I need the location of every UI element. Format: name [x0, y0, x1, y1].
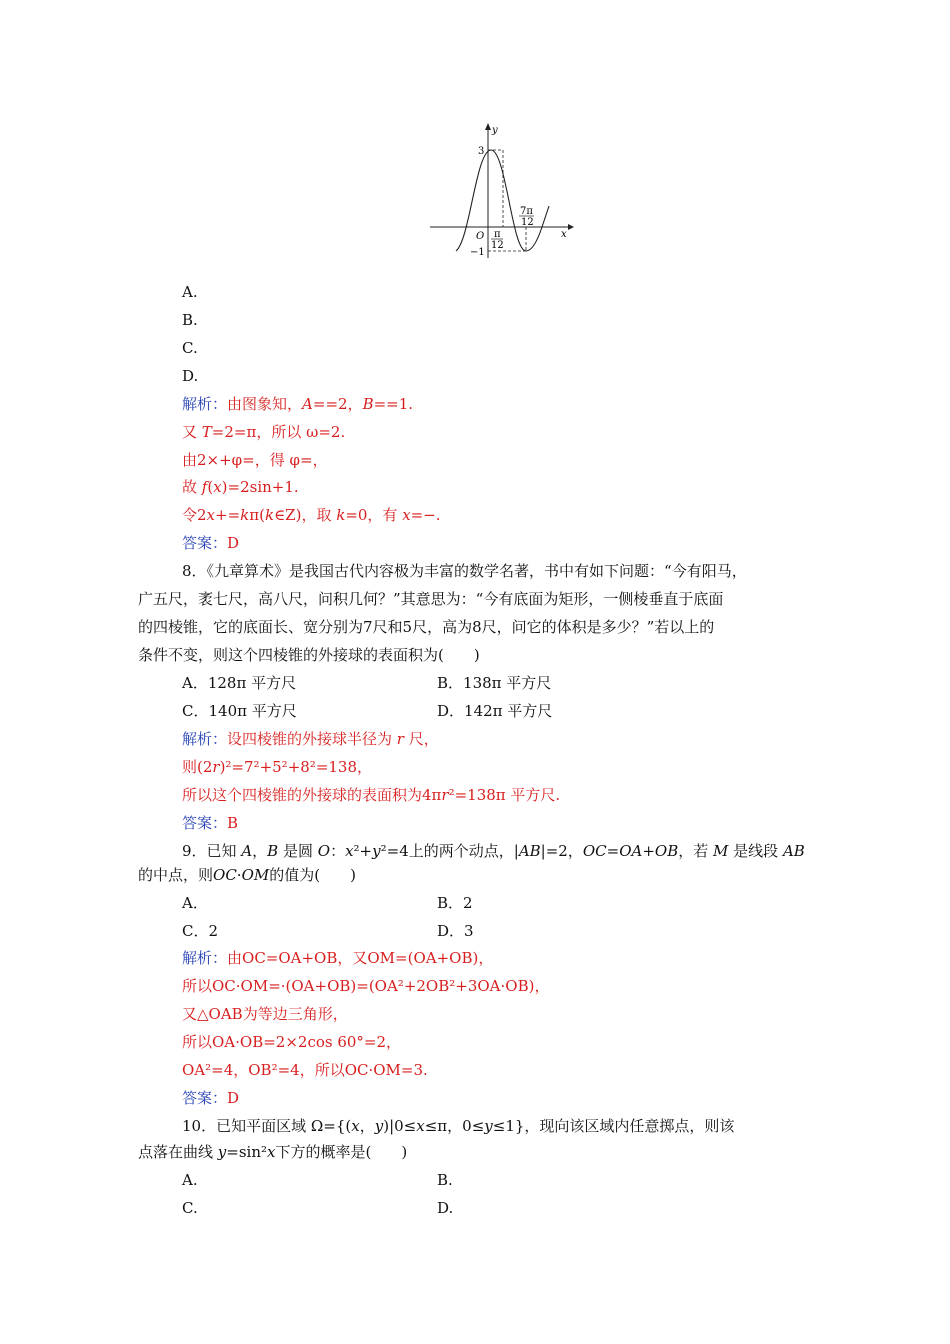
q10-l2-c: 下方的概率是( ) [275, 1143, 408, 1161]
q9-analysis-line-3: 又△OAB为等边三角形， [182, 1005, 348, 1023]
q9-l1-h: = [606, 842, 620, 860]
q8-answer [182, 813, 238, 833]
q8-stem-line-1: 8．《九章算术》是我国古代内容极为丰富的数学名著，书中有如下问题：“今有阳马， [182, 562, 747, 580]
q9-answer-label: 答案： [182, 1089, 228, 1107]
q9-option-a: A． [182, 894, 208, 912]
q7-a2-T: T [201, 423, 212, 441]
min-value-label: −1 [470, 247, 485, 258]
q10-l1-y2: y [484, 1117, 493, 1135]
q7-a1-mid: ==2， [312, 395, 363, 413]
q9-stem-line-2 [138, 865, 356, 885]
q9-analysis-line-1 [182, 948, 493, 968]
q10-option-b: B. [437, 1171, 453, 1189]
q8-option-a: A．128π 平方尺 [182, 674, 297, 692]
q9-l1-b: ， [252, 842, 268, 860]
q7-analysis-line-2 [182, 422, 345, 442]
max-value-label: 3 [478, 146, 485, 157]
q9-l1-a: 9．已知 [182, 842, 242, 860]
q7-a5-k: k [240, 506, 250, 524]
q7-a4-pre: 故 [182, 478, 202, 496]
q8-stem-line-4: 条件不变，则这个四棱锥的外接球的表面积为( ) [138, 646, 480, 664]
x2-denominator: 12 [521, 217, 534, 228]
q9-stem-line-1 [182, 841, 805, 861]
sine-graph-figure [420, 118, 580, 268]
q9-l1-y: y [372, 842, 381, 860]
q10-l1-d: ≤π，0≤ [424, 1117, 485, 1135]
q9-l1-AB: AB [518, 842, 541, 860]
q8-analysis-line-3 [182, 785, 560, 805]
q9-option-b: B．2 [437, 894, 473, 912]
q10-option-d: D. [437, 1199, 454, 1217]
q7-a2-pre: 又 [182, 423, 202, 441]
q7-a1-pre: 由图象知， [227, 395, 303, 413]
q10-l1-x: x [351, 1117, 360, 1135]
x2-numerator: 7π [520, 206, 533, 217]
q9-l2-OM: OM [241, 866, 270, 884]
q7-a1-A: A [302, 395, 313, 413]
q7-answer-label: 答案： [182, 534, 228, 552]
q8-a3-post: ²=138π 平方尺. [448, 786, 561, 804]
q9-option-c: C．2 [182, 922, 219, 940]
q7-answer-value: D [227, 534, 240, 552]
q9-l2-b: · [236, 866, 242, 884]
q10-l1-c: )|0≤ [383, 1117, 417, 1135]
q9-l1-O: O [317, 842, 331, 860]
q9-l1-f: ²=4上的两个动点，| [380, 842, 519, 860]
x-axis-label: x [561, 229, 567, 240]
q9-l1-OB: OB [654, 842, 679, 860]
q8-a1-post: 尺， [403, 730, 439, 748]
q10-l2-b: =sin² [226, 1143, 268, 1161]
q7-a5-post: =−. [410, 506, 441, 524]
q10-stem-line-1 [182, 1116, 734, 1136]
q7-a5-mid2: π( [249, 506, 265, 524]
q9-analysis-line-2: 所以OC·OM=·(OA+OB)=(OA²+2OB²+3OA·OB)， [182, 977, 550, 995]
q10-l2-y: y [217, 1143, 227, 1161]
q9-option-d: D．3 [437, 922, 474, 940]
q7-a5-x: x [206, 506, 216, 524]
q10-l1-x2: x [416, 1117, 425, 1135]
q7-a5-mid1: += [215, 506, 241, 524]
q9-l1-j: ，若 [678, 842, 714, 860]
y-axis-arrow [485, 123, 491, 130]
sine-curve [456, 150, 549, 251]
q9-l1-i: + [642, 842, 655, 860]
q10-option-a: A. [182, 1171, 198, 1189]
q7-a5-k2: k [264, 506, 275, 524]
x1-numerator: π [494, 229, 501, 240]
y-axis-label: y [492, 125, 498, 136]
q7-analysis-line-1 [182, 394, 413, 414]
origin-label: O [476, 231, 485, 242]
q7-analysis-line-3: 由2×+φ=，得 φ=， [182, 451, 328, 469]
q7-a5-x2: x [402, 506, 411, 524]
q7-option-b: B. [182, 311, 198, 329]
q8-analysis-line-1 [182, 729, 439, 749]
q10-stem-line-2 [138, 1142, 407, 1162]
q10-l1-e: ≤1}，现向该区域内任意掷点，则该 [492, 1117, 735, 1135]
q7-option-d: D. [182, 367, 199, 385]
q10-l2-a: 点落在曲线 [138, 1143, 218, 1161]
x1-denominator: 12 [491, 240, 504, 251]
q7-a4-x: x [213, 478, 222, 496]
q7-a1-post: ==1. [373, 395, 414, 413]
q8-analysis-line-2 [182, 757, 372, 777]
q8-option-d: D．142π 平方尺 [437, 702, 553, 720]
q8-stem-line-3: 的四棱锥，它的底面长、宽分别为7尺和5尺，高为8尺，问它的体积是多少？”若以上的 [138, 618, 715, 636]
q9-l1-M: M [713, 842, 729, 860]
q7-analysis-line-5 [182, 505, 441, 525]
q10-option-c: C. [182, 1199, 198, 1217]
q8-analysis-label: 解析： [182, 730, 228, 748]
q8-stem-line-2: 广五尺，袤七尺，高八尺，问积几何？”其意思为：“今有底面为矩形，一侧棱垂直于底面 [138, 590, 724, 608]
x-axis-arrow [568, 224, 574, 230]
q9-l1-OA: OA [619, 842, 643, 860]
q8-a3-r: r [441, 786, 449, 804]
q9-l2-c: 的值为( ) [269, 866, 356, 884]
q8-a2-pre: 则(2 [182, 758, 213, 776]
q8-a1-r: r [396, 730, 404, 748]
q9-l1-k: 是线段 [728, 842, 783, 860]
q9-l2-OC: OC [213, 866, 237, 884]
q7-a4-f: f [201, 478, 208, 496]
q8-a2-post: )²=7²+5²+8²=138， [219, 758, 373, 776]
q7-answer [182, 533, 239, 553]
q8-answer-value: B [227, 814, 239, 832]
q9-l1-c: 是圆 [278, 842, 318, 860]
q9-l1-x: x [345, 842, 354, 860]
q7-a4-post: )=2sin+1. [221, 478, 299, 496]
q9-l1-AB2: AB [782, 842, 805, 860]
q7-a5-mid3: ∈Z)，取 [274, 506, 337, 524]
q8-a1-pre: 设四棱锥的外接球半径为 [227, 730, 397, 748]
q7-a5-mid4: =0，有 [345, 506, 403, 524]
q8-option-c: C．140π 平方尺 [182, 702, 297, 720]
q7-analysis-label: 解析： [182, 395, 228, 413]
q8-option-b: B．138π 平方尺 [437, 674, 552, 692]
q8-answer-label: 答案： [182, 814, 228, 832]
q9-l2-a: 的中点，则 [138, 866, 214, 884]
q9-l1-g: |=2， [540, 842, 583, 860]
q7-a4-paren: ( [207, 478, 214, 496]
q9-answer-value: D [227, 1089, 240, 1107]
q9-l1-e: ²+ [353, 842, 373, 860]
q8-a3-pre: 所以这个四棱锥的外接球的表面积为4π [182, 786, 442, 804]
q9-answer [182, 1088, 239, 1108]
q7-a5-pre: 令2 [182, 506, 207, 524]
q9-l1-OC: OC [582, 842, 607, 860]
q10-l1-b: ， [359, 1117, 375, 1135]
q7-option-c: C. [182, 339, 198, 357]
q8-a2-r: r [212, 758, 220, 776]
q7-analysis-line-4 [182, 477, 299, 497]
q10-l1-y: y [374, 1117, 384, 1135]
q7-option-a: A. [182, 283, 198, 301]
q9-l1-B: B [267, 842, 279, 860]
q9-analysis-label: 解析： [182, 949, 228, 967]
q7-a1-B: B [362, 395, 374, 413]
q7-a2-post: =2=π，所以 ω=2. [211, 423, 346, 441]
q9-analysis-line-4: 所以OA·OB=2×2cos 60°=2， [182, 1033, 402, 1051]
q9-a1-text: 由OC=OA+OB，又OM=(OA+OB)， [227, 949, 494, 967]
q9-l1-A: A [241, 842, 253, 860]
q10-l1-a: 10．已知平面区域 Ω={( [182, 1117, 352, 1135]
q7-a5-k3: k [336, 506, 346, 524]
q9-l1-d: ： [330, 842, 346, 860]
q10-l2-x: x [267, 1143, 276, 1161]
q9-analysis-line-5: OA²=4，OB²=4，所以OC·OM=3. [182, 1061, 428, 1079]
